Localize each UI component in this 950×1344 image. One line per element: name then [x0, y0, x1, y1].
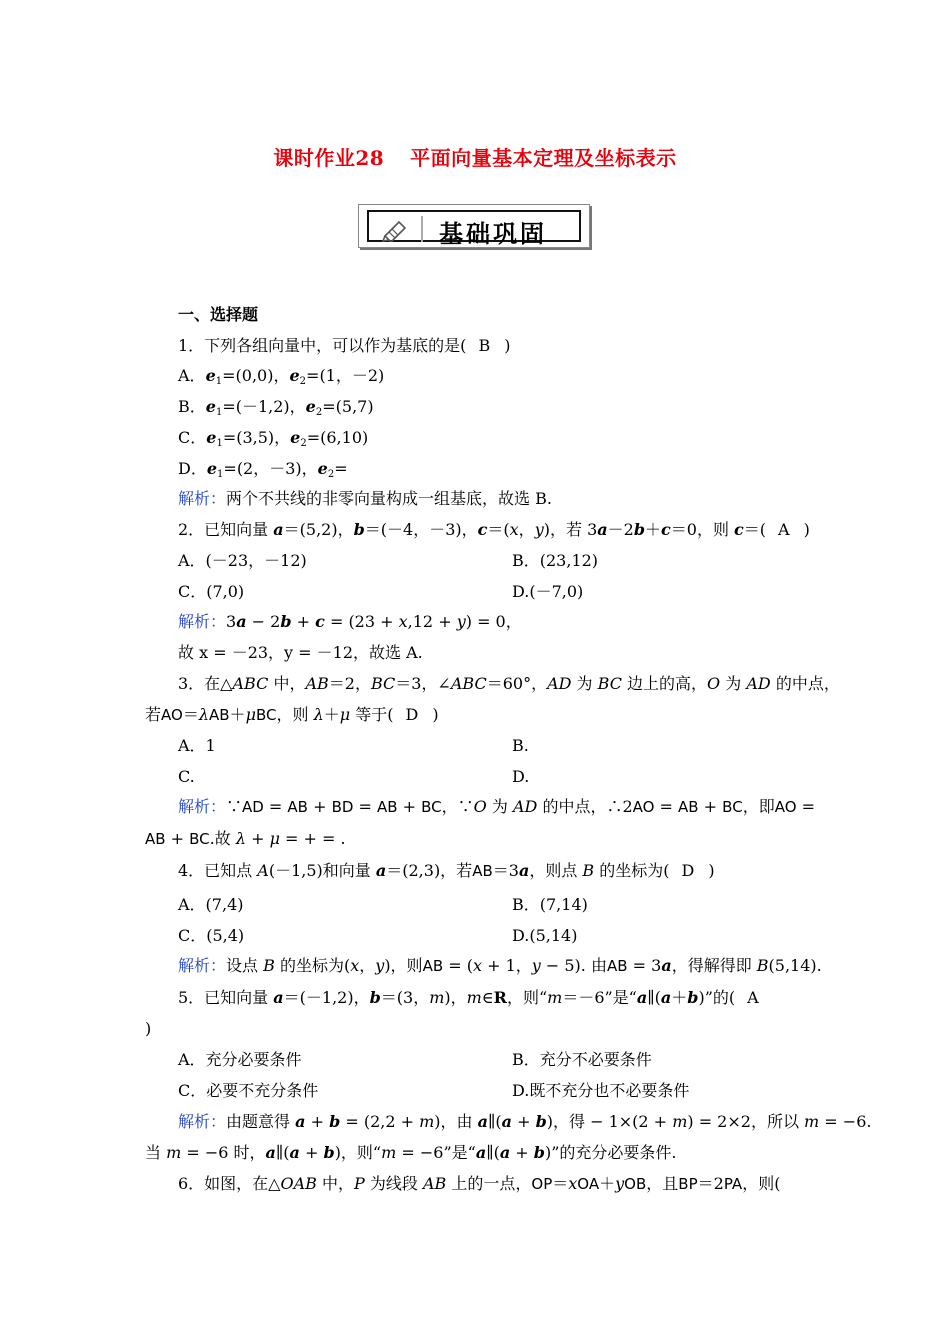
- q1-option-c: C．$e_1=(3,5)$，$e_2=(6,10)$: [178, 428, 369, 449]
- q1-stem: 1．下列各组向量中，可以作为基底的是( B ): [178, 336, 511, 355]
- q3-option-b: B.: [512, 736, 529, 755]
- q2-option-a: A．(－23，－12): [178, 551, 307, 570]
- q1-option-b: B．$e_1=(-1,2)$，$e_2=(5,7)$: [178, 397, 374, 418]
- section-banner: [358, 204, 590, 248]
- page-title: [0, 142, 950, 171]
- q5-option-c: C．必要不充分条件: [178, 1081, 319, 1100]
- q3-stem-line1: 3．在△ABC 中，AB＝2，BC＝3，∠ABC＝60°，AD 为 BC 边上的高，O 为 AD 的中点，: [178, 674, 840, 693]
- title-lesson: 课时作业28: [273, 146, 385, 170]
- q4-option-b: B．(7,14): [512, 895, 588, 914]
- q2-solution-line1: 解析：3a − 2b + c = (23 + x,12 + y) = 0，: [178, 612, 522, 631]
- pencil-icon: [381, 218, 411, 242]
- q5-solution-line1: 解析：由题意得 a + b = (2,2 + m)，由 a∥(a + b)，得 − 1×(2 + m) = 2×2，所以 m = −6.: [178, 1112, 872, 1131]
- q3-option-c: C.: [178, 767, 195, 786]
- q2-option-c: C．(7,0): [178, 582, 245, 601]
- q4-stem: 4．已知点 A(－1,5)和向量 a＝(2,3)，若AB＝3a，则点 B 的坐标为( D ): [178, 861, 715, 880]
- q3-option-a: A．1: [178, 736, 216, 755]
- banner-divider: [421, 216, 423, 242]
- title-topic: 平面向量基本定理及坐标表示: [410, 146, 677, 170]
- q4-option-c: C．(5,4): [178, 926, 245, 945]
- q1-solution: 解析：两个不共线的非零向量构成一组基底，故选 B.: [178, 489, 552, 508]
- q4-option-a: A．(7,4): [178, 895, 244, 914]
- q5-option-d: D.既不充分也不必要条件: [512, 1081, 690, 1100]
- q5-solution-line2: 当 m = −6 时，a∥(a + b)，则“m = −6”是“a∥(a + b)”的充分必要条件.: [145, 1143, 677, 1162]
- q2-answer: A: [778, 520, 790, 539]
- q3-option-d: D.: [512, 767, 530, 786]
- q4-option-d: D.(5,14): [512, 926, 578, 945]
- q1-option-d: D．$e_1=(2$，－3)，$e_2=$: [178, 459, 348, 480]
- q3-answer: D: [405, 705, 419, 724]
- q2-solution-line2: 故 x = －23，y = －12，故选 A.: [178, 643, 423, 662]
- q4-solution: 解析：设点 B 的坐标为(x，y)，则AB = (x + 1，y − 5). 由AB = 3a，得解得即 B(5,14).: [178, 956, 822, 975]
- q3-stem-line2: 若AO＝λAB＋μBC，则 λ＋μ 等于( D ): [145, 705, 439, 724]
- q1-option-a: A．$e_1=(0,0)$，$e_2=(1$，－2): [178, 366, 385, 387]
- section-heading: 一、选择题: [178, 305, 259, 324]
- q5-option-b: B．充分不必要条件: [512, 1050, 652, 1069]
- q5-answer: A: [747, 988, 759, 1007]
- q3-solution-line2: AB + BC.故 λ + μ = + = .: [145, 829, 346, 848]
- q6-stem: 6．如图，在△OAB 中，P 为线段 AB 上的一点，OP＝xOA＋yOB，且BP＝2PA，则(: [178, 1174, 781, 1193]
- q5-option-a: A．充分必要条件: [178, 1050, 302, 1069]
- q2-option-d: D.(－7,0): [512, 582, 584, 601]
- q3-solution-line1: 解析：∵AD = AB + BD = AB + BC，∵O 为 AD 的中点，∴2AO = AB + BC，即AO =: [178, 797, 816, 816]
- q5-stem-line2: ): [145, 1019, 152, 1038]
- q2-stem: 2．已知向量 a＝(5,2)，b＝(－4，－3)，c＝(x，y)，若 3a－2b＋c＝0，则 c＝( A ): [178, 520, 810, 539]
- q5-stem-line1: 5．已知向量 a＝(－1,2)，b＝(3，m)，m∈R，则“m＝－6”是“a∥(a＋b)”的( A: [178, 988, 759, 1007]
- q1-answer: B: [478, 336, 491, 355]
- q4-answer: D: [681, 861, 695, 880]
- q2-option-b: B．(23,12): [512, 551, 599, 570]
- banner-label: 基础巩固: [439, 220, 547, 248]
